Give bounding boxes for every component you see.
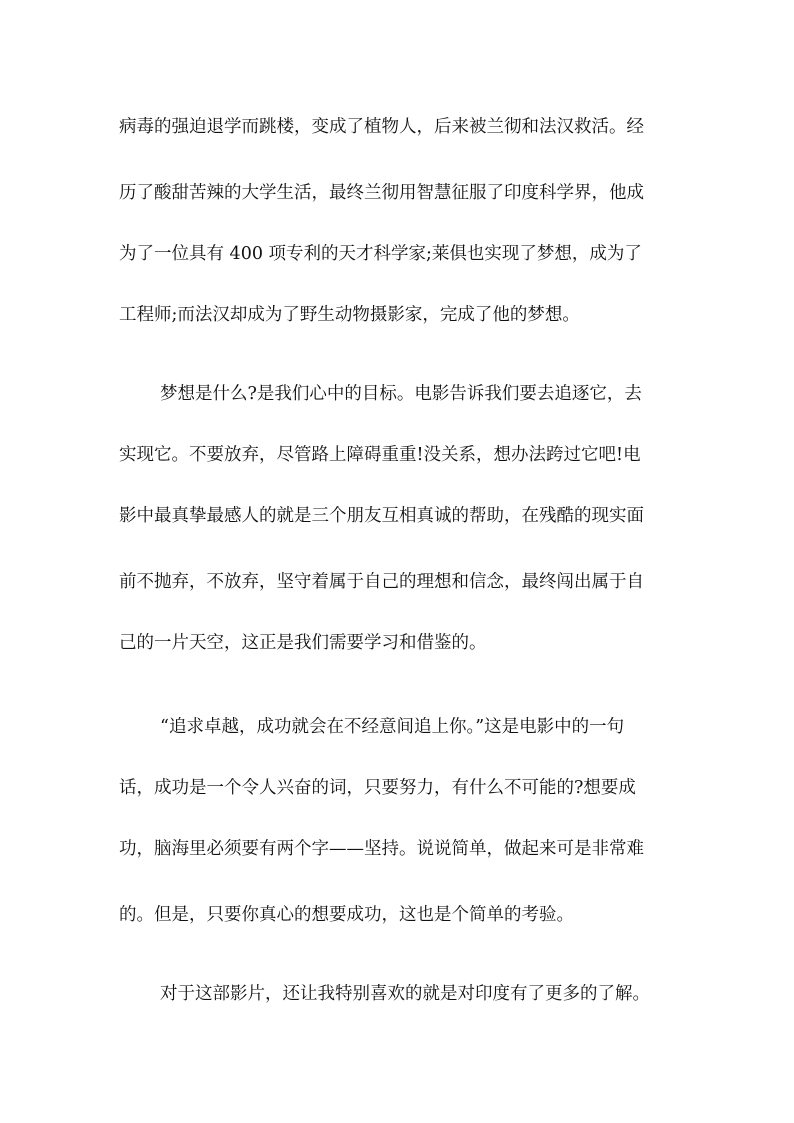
paragraph-2-line-3: 影中最真挚最感人的就是三个朋友互相真诚的帮助，在残酷的现实面 [119,506,644,526]
paragraph-3-line-4: 的。但是，只要你真心的想要成功，这也是个简单的考验。 [119,905,574,925]
paragraph-3-line-1: “追求卓越，成功就会在不经意间追上你。”这是电影中的一句 [160,717,625,737]
paragraph-2-line-5: 己的一片天空，这正是我们需要学习和借鉴的。 [119,633,487,653]
paragraph-1-line-3: 为了一位具有 400 项专利的天才科学家;莱俱也实现了梦想，成为了 [119,244,642,264]
paragraph-3-line-3: 功，脑海里必须要有两个字——坚持。说说简单，做起来可是非常难 [119,839,644,859]
paragraph-4-line-1: 对于这部影片，还让我特别喜欢的就是对印度有了更多的了解。 [160,984,650,1004]
paragraph-2-line-1: 梦想是什么?是我们心中的目标。电影告诉我们要去追逐它，去 [160,384,642,404]
paragraph-1-line-2: 历了酸甜苦辣的大学生活，最终兰彻用智慧征服了印度科学界，他成 [119,183,644,203]
paragraph-2-line-2: 实现它。不要放弃，尽管路上障碍重重!没关系，想办法跨过它吧!电 [119,445,641,465]
paragraph-3-line-2: 话，成功是一个令人兴奋的词，只要努力，有什么不可能的?想要成 [119,778,636,798]
paragraph-1-line-1: 病毒的强迫退学而跳楼，变成了植物人，后来被兰彻和法汉救活。经 [119,117,644,137]
paragraph-1-line-4: 工程师;而法汉却成为了野生动物摄影家，完成了他的梦想。 [119,305,580,325]
paragraph-2-line-4: 前不抛弃，不放弃，坚守着属于自己的理想和信念，最终闯出属于自 [119,572,644,592]
